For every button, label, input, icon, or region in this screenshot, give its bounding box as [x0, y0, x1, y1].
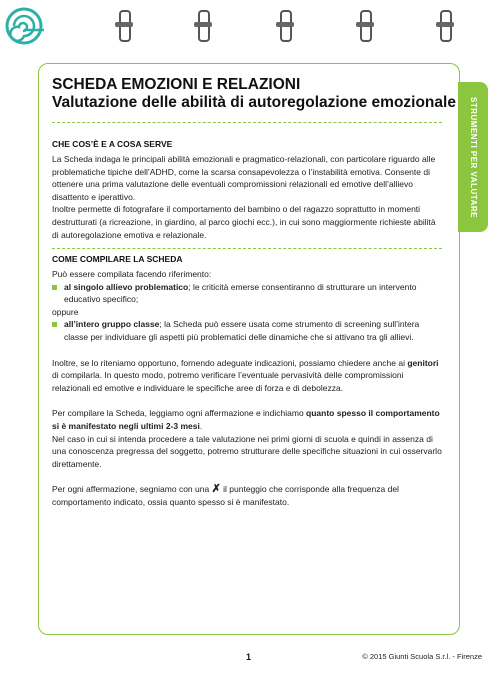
x-mark-icon: ✗ [211, 483, 221, 496]
bullet-item: al singolo allievo problematico; le criticità emerse consentiranno di strutturare un intervento educativo specifico; [52, 281, 444, 306]
divider [52, 248, 442, 249]
page-subtitle: Valutazione delle abilità di autoregolazione emozionale [52, 94, 456, 111]
paragraph: Inoltre, se lo riteniamo opportuno, fornendo adeguate indicazioni, possiamo chiedere anche ai genitori di compilarla. In questo modo, potremo verificare l’eventuale pervasività delle compromissioni relazionali ed emotive e individuare le specifiche aree di forza e di debolezza. [52, 357, 439, 393]
page-number: 1 [246, 652, 252, 662]
paragraph: Nel caso in cui si intenda procedere a tale valutazione nei primi giorni di scuola e quindi in assenza di una conoscenza pregressa del soggetto, potremo strutturare delle specifiche situazioni in cui osservarlo direttamente. [52, 433, 442, 469]
binder-ring-icon [360, 10, 372, 42]
binder-ring-icon [440, 10, 452, 42]
paragraph: Per compilare la Scheda, leggiamo ogni affermazione e indichiamo quanto spesso il comportamento si è manifestato negli ultimi 2-3 mesi. [52, 408, 440, 431]
section-heading-how: COME COMPILARE LA SCHEDA [52, 254, 183, 264]
spiral-logo-icon [4, 6, 44, 46]
section-what-body [52, 153, 444, 241]
copyright: © 2015 Giunti Scuola S.r.l. - Firenze [362, 652, 482, 661]
page-title: SCHEDA EMOZIONI E RELAZIONI [52, 76, 301, 93]
paragraph: Può essere compilata facendo riferimento: [52, 269, 212, 279]
paragraph: Per ogni affermazione, segniamo con una ✗ il punteggio che corrisponde alla frequenza del comportamento indicato, ossia quanto spesso si è manifestato. [52, 483, 399, 507]
binder-ring-icon [119, 10, 131, 42]
binder-ring-icon [280, 10, 292, 42]
side-tab [458, 82, 488, 232]
paragraph: Inoltre permette di fotografare il comportamento del bambino o del ragazzo soprattutto in momenti destrutturati (a ricreazione, in giardino, al parco giochi ecc.), in cui sono maggiormente richieste abilità di autoregolazione emotiva e relazionale. [52, 204, 436, 240]
side-tab-label: STRUMENTI PER VALUTARE [469, 96, 478, 218]
binder-ring-icon [198, 10, 210, 42]
section-heading-what: CHE COS’È E A COSA SERVE [52, 139, 173, 149]
divider [52, 122, 442, 123]
paragraph: oppure [52, 306, 79, 317]
bullet-item: all’intero gruppo classe; la Scheda può essere usata come strumento di screening sull’intera classe per individuare gli aspetti più problematici delle dinamiche che si attivano tra gli allievi. [52, 318, 444, 343]
section-how-body [52, 268, 444, 509]
paragraph: La Scheda indaga le principali abilità emozionali e pragmatico-relazionali, con particolare riguardo alle problematiche tipiche dell’ADHD, come la scarsa consapevolezza o l’instabilità emotiva. Consente di ottenere una prima valutazione delle eventuali compromissioni relazionali ed emotive dell’allievo disattento e iperattivo. [52, 154, 436, 202]
binder-strip [0, 0, 500, 50]
